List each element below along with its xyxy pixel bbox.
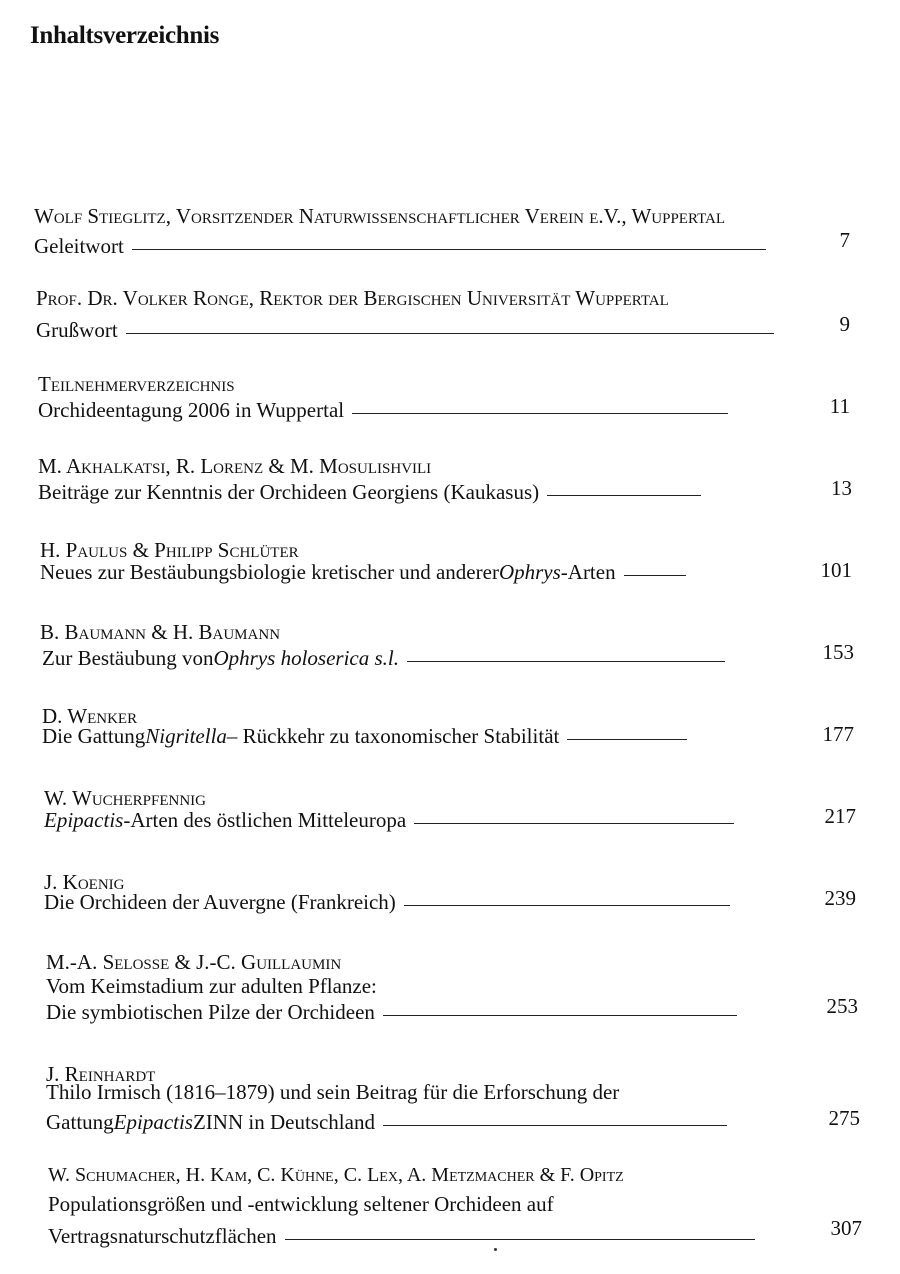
entry-author: M.-A. Selosse & J.-C. Guillaumin bbox=[46, 950, 342, 974]
leader-line bbox=[285, 1239, 755, 1240]
entry-page-number: 239 bbox=[824, 886, 856, 910]
entry-author: M. Akhalkatsi, R. Lorenz & M. Mosulishvili bbox=[38, 454, 432, 478]
entry-title: Vertragsnaturschutzflächen bbox=[48, 1224, 277, 1248]
entry-page-number: 9 bbox=[839, 312, 850, 336]
entry-title-italic: Nigritella bbox=[145, 724, 227, 748]
page-speck bbox=[494, 1248, 497, 1251]
entry-author: D. Wenker bbox=[42, 704, 138, 728]
entry-title: Geleitwort bbox=[34, 234, 124, 258]
leader-line bbox=[414, 823, 734, 824]
entry-title: Zur Bestäubung von bbox=[42, 646, 214, 670]
entry-title-italic: Ophrys bbox=[498, 560, 561, 584]
entry-title: Die Orchideen der Auvergne (Frankreich) bbox=[44, 890, 396, 914]
entry-author: J. Reinhardt bbox=[46, 1062, 156, 1086]
entry-title: Die Gattung bbox=[42, 724, 146, 748]
leader-line bbox=[624, 575, 686, 576]
entry-title-line bbox=[46, 1110, 727, 1135]
entry-author: H. Paulus & Philipp Schlüter bbox=[40, 538, 299, 562]
entry-title: Die symbiotischen Pilze der Orchideen bbox=[46, 1000, 375, 1024]
entry-title-italic: Ophrys holoserica s.l. bbox=[213, 646, 399, 670]
entry-title: Orchideentagung 2006 in Wuppertal bbox=[38, 398, 345, 422]
entry-page-number: 253 bbox=[826, 994, 858, 1018]
entry-title-line bbox=[44, 808, 734, 833]
leader-line bbox=[352, 413, 728, 414]
entry-page-number: 217 bbox=[824, 804, 856, 828]
leader-line bbox=[126, 333, 774, 334]
entry-page-number: 307 bbox=[830, 1216, 862, 1240]
entry-author: W. Schumacher, H. Kam, C. Kühne, C. Lex, A. Metzmacher & F. Opitz bbox=[48, 1164, 624, 1186]
entry-title-line bbox=[38, 480, 701, 505]
entry-title-line bbox=[48, 1224, 755, 1249]
entry-title-line bbox=[46, 1000, 737, 1025]
entry-author: Wolf Stieglitz, Vorsitzender Naturwissenschaftlicher Verein e.V., Wuppertal bbox=[34, 204, 726, 228]
leader-line bbox=[567, 739, 687, 740]
entry-title-line bbox=[40, 560, 686, 585]
leader-line bbox=[407, 661, 725, 662]
entry-title-suffix: ZINN in Deutschland bbox=[192, 1110, 375, 1134]
entry-title: Neues zur Bestäubungsbiologie kretischer und anderer bbox=[40, 560, 499, 584]
leader-line bbox=[404, 905, 730, 906]
entry-title-line bbox=[42, 646, 725, 671]
entry-author: Teilnehmerverzeichnis bbox=[38, 372, 235, 396]
leader-line bbox=[547, 495, 701, 496]
entry-title-line bbox=[44, 890, 730, 915]
entry-title-suffix: – Rückkehr zu taxonomischer Stabilität bbox=[226, 724, 560, 748]
entry-page-number: 275 bbox=[828, 1106, 860, 1130]
entry-title-line bbox=[36, 318, 774, 343]
page-title: Inhaltsverzeichnis bbox=[30, 22, 220, 49]
entry-page-number: 177 bbox=[822, 722, 854, 746]
leader-line bbox=[383, 1125, 727, 1126]
entry-title-line: Thilo Irmisch (1816–1879) und sein Beitrag für die Erforschung der bbox=[46, 1080, 620, 1104]
leader-line bbox=[383, 1015, 737, 1016]
entry-title-suffix: -Arten bbox=[560, 560, 616, 584]
entry-author: J. Koenig bbox=[44, 870, 125, 894]
entry-author: Prof. Dr. Volker Ronge, Rektor der Bergischen Universität Wuppertal bbox=[36, 286, 669, 310]
entry-author: B. Baumann & H. Baumann bbox=[40, 620, 281, 644]
entry-title-italic: Epipactis bbox=[113, 1110, 193, 1134]
entry-title-line bbox=[34, 234, 766, 259]
entry-page-number: 13 bbox=[831, 476, 852, 500]
entry-title-line: Populationsgrößen und -entwicklung seltener Orchideen auf bbox=[48, 1192, 554, 1216]
entry-title-italic: Epipactis bbox=[44, 808, 124, 832]
entry-page-number: 7 bbox=[839, 228, 850, 252]
entry-title-line: Vom Keimstadium zur adulten Pflanze: bbox=[46, 974, 377, 998]
entry-title: Grußwort bbox=[36, 318, 118, 342]
entry-page-number: 11 bbox=[829, 394, 850, 418]
entry-title: Beiträge zur Kenntnis der Orchideen Georgiens (Kaukasus) bbox=[38, 480, 540, 504]
entry-page-number: 101 bbox=[820, 558, 852, 582]
leader-line bbox=[132, 249, 766, 250]
entry-page-number: 153 bbox=[822, 640, 854, 664]
entry-title: Gattung bbox=[46, 1110, 114, 1134]
entry-title-line bbox=[38, 398, 728, 423]
entry-title-line bbox=[42, 724, 687, 749]
entry-author: W. Wucherpfennig bbox=[44, 786, 207, 810]
entry-title: -Arten des östlichen Mitteleuropa bbox=[123, 808, 407, 832]
